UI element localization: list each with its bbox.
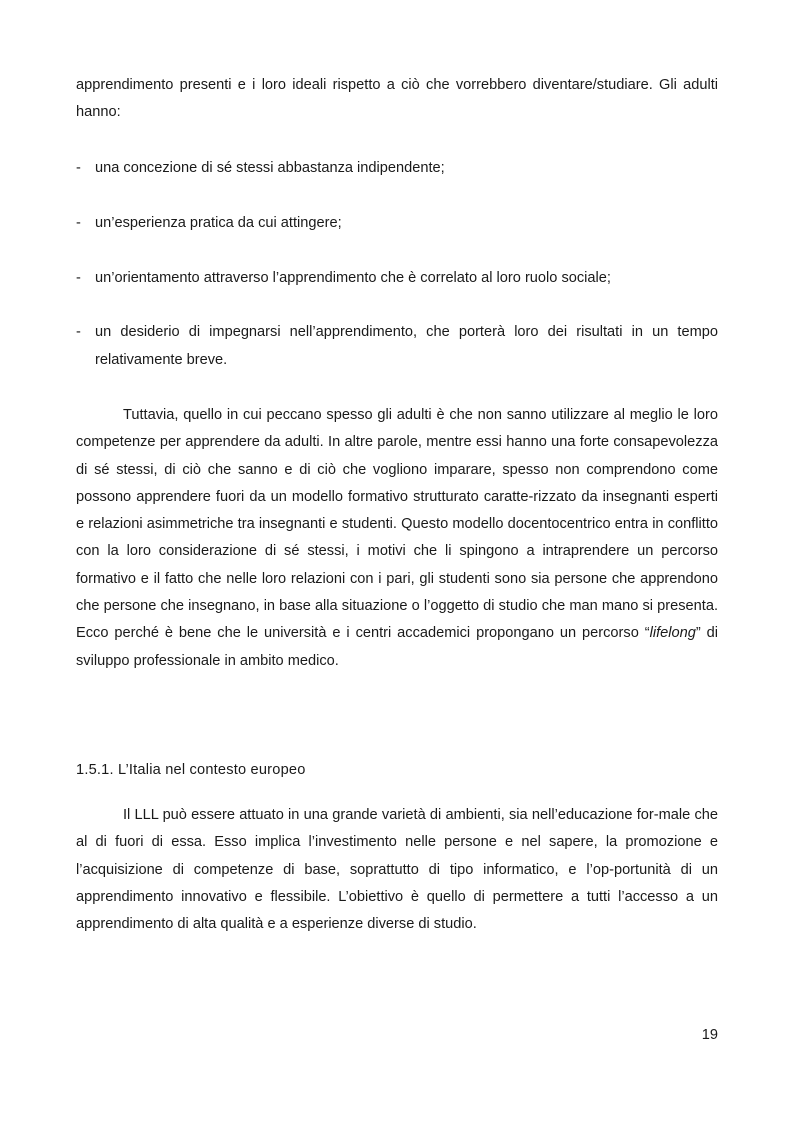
main-paragraph-text-end: ” di sviluppo professionale in ambito medico. (76, 625, 718, 669)
main-paragraph (76, 402, 718, 675)
page-number: 19 (701, 1027, 718, 1043)
document-page (76, 0, 718, 1123)
main-paragraph-text: Tuttavia, quello in cui peccano spesso gli adulti è che non sanno utilizzare al meglio le loro competenze per apprendere da adulti. In altre parole, mentre essi hanno una forte consapevolezza di sé stessi, di ciò che sanno e di ciò che vogliono imparare, spesso non comprendono come possono apprendere fuori da un modello formativo strutturato caratte-rizzato da insegnanti esperti e relazioni asimmetriche tra insegnanti e studenti. Questo modello docentocentrico entra in conflitto con la loro considerazione di sé stessi, i motivi che li spingono a intraprendere un percorso formativo e il fatto che nelle loro relazioni con i pari, gli studenti sono sia persone che apprendono che persone che insegnano, in base alla situazione o l’oggetto di studio che man mano si presenta. Ecco perché è bene che le università e i centri accademici propongano un percorso “ (76, 407, 718, 642)
bullet-text: un’esperienza pratica da cui attingere; (95, 214, 342, 231)
lifelong-italic: lifelong (649, 625, 696, 642)
bullet-text: un’orientamento attraverso l’apprendimento che è correlato al loro ruolo sociale; (95, 269, 611, 286)
bullet-marker: - (76, 269, 81, 286)
bullet-marker: - (76, 214, 81, 231)
bullet-item (76, 155, 718, 182)
bullet-item (76, 210, 718, 237)
bullet-text: un desiderio di impegnarsi nell’apprendimento, che porterà loro dei risultati in un tempo relativamente breve. (95, 324, 718, 368)
bullet-marker: - (76, 160, 81, 176)
bullet-marker: - (76, 324, 81, 341)
bullet-text: una concezione di sé stessi abbastanza indipendente; (95, 160, 445, 176)
bullet-item (76, 319, 718, 374)
bullet-list (76, 155, 718, 374)
intro-paragraph: apprendimento presenti e i loro ideali rispetto a ciò che vorrebbero diventare/studiare. Gli adulti hanno: (76, 77, 718, 121)
bullet-item (76, 265, 718, 292)
lll-paragraph: Il LLL può essere attuato in una grande varietà di ambienti, sia nell’educazione for-male che al di fuori di essa. Esso implica l’investimento nelle persone e nel sapere, la promozione e l’acquisizione di competenze di base, soprattutto di tipo informatico, e l’op-portunità di un apprendimento innovativo e flessibile. L’obiettivo è quello di permettere a tutti l’accesso a un apprendimento di alta qualità e a esperienze diverse di studio. (76, 807, 718, 933)
section-heading: 1.5.1. L’Italia nel contesto europeo (76, 762, 306, 778)
